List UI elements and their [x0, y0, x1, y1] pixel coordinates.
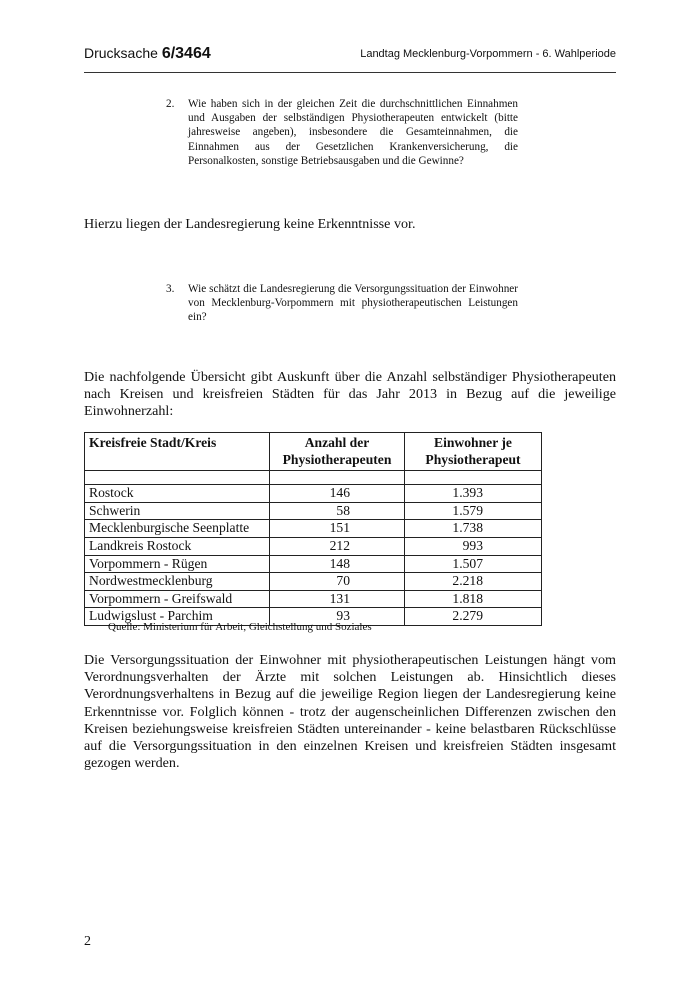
cell-physio-count: 70	[270, 573, 405, 591]
table-row	[85, 502, 542, 520]
document-number: 6/3464	[161, 45, 211, 62]
cell-physio-count: 58	[270, 502, 405, 520]
question-2-number: 2.	[166, 98, 175, 110]
cell-physio-count: 212	[270, 537, 405, 555]
parliament-period: Landtag Mecklenburg-Vorpommern - 6. Wahlperiode	[360, 48, 616, 60]
cell-residents-per-physio: 2.279	[405, 608, 542, 626]
page-header	[84, 42, 616, 73]
cell-physio-count: 146	[270, 485, 405, 503]
cell-physio-count: 148	[270, 555, 405, 573]
question-3-number: 3.	[166, 283, 175, 295]
cell-residents-per-physio: 1.393	[405, 485, 542, 503]
cell-district: Ludwigslust - Parchim	[85, 608, 270, 626]
header-residents-per-physio: Einwohner je Physiotherapeut	[405, 433, 542, 471]
cell-residents-per-physio: 1.738	[405, 520, 542, 538]
cell-physio-count: 93	[270, 608, 405, 626]
question-3	[166, 282, 518, 325]
cell-district: Mecklenburgische Seenplatte	[85, 520, 270, 538]
cell-residents-per-physio: 2.218	[405, 573, 542, 591]
question-2-text: Wie haben sich in der gleichen Zeit die durchschnittlichen Einnahmen und Ausgaben der selbständigen Physiotherapeuten entwickelt (bitte jahresweise angeben), insbesondere die Gesamteinnahmen, die Einnahmen aus der Gesetzlichen Krankenversicherung, die Personalkosten, sonstige Betriebsausgaben und die Gewinne?	[188, 98, 518, 167]
cell-residents-per-physio: 993	[405, 537, 542, 555]
cell-residents-per-physio: 1.507	[405, 555, 542, 573]
table-row	[85, 590, 542, 608]
table-row	[85, 573, 542, 591]
document-reference	[84, 45, 211, 63]
table-row	[85, 485, 542, 503]
answer-2: Hierzu liegen der Landesregierung keine Erkenntnisse vor.	[84, 216, 416, 232]
answer-3-body: Die Versorgungssituation der Einwohner mit physiotherapeutischen Leistungen hängt vom Verordnungsverhalten der Ärzte mit solchen Leistungen ab. Hinsichtlich dieses Verordnungsverhaltens in Bezug auf die jeweilige Region liegen der Landesregierung keine Erkenntnisse vor. Folglich können - trotz der augenscheinlichen Differenzen zwischen den Kreisen beziehungsweise kreisfreien Städten untereinander - keine belastbaren Rückschlüsse auf die Versorgungssituation in den einzelnen Kreisen und kreisfreien Städten insgesamt gezogen werden.	[84, 652, 616, 772]
table-row	[85, 537, 542, 555]
page-number: 2	[84, 934, 91, 949]
answer-3-intro: Die nachfolgende Übersicht gibt Auskunft über die Anzahl selbständiger Physiotherapeuten nach Kreisen und kreisfreien Städten für das Jahr 2013 in Bezug auf die jeweilige Einwohnerzahl:	[84, 369, 616, 420]
table-row	[85, 520, 542, 538]
cell-district: Nordwestmecklenburg	[85, 573, 270, 591]
cell-physio-count: 131	[270, 590, 405, 608]
header-physio-count: Anzahl der Physiotherapeuten	[270, 433, 405, 471]
cell-district: Vorpommern - Rügen	[85, 555, 270, 573]
cell-district: Schwerin	[85, 502, 270, 520]
question-2	[166, 97, 518, 168]
cell-residents-per-physio: 1.818	[405, 590, 542, 608]
cell-district: Landkreis Rostock	[85, 537, 270, 555]
cell-residents-per-physio: 1.579	[405, 502, 542, 520]
table-spacer-row	[85, 471, 542, 485]
question-3-text: Wie schätzt die Landesregierung die Versorgungssituation der Einwohner von Mecklenburg-Vorpommern mit physiotherapeutischen Leistungen ein?	[188, 283, 518, 324]
cell-district: Rostock	[85, 485, 270, 503]
table-row	[85, 555, 542, 573]
header-district: Kreisfreie Stadt/Kreis	[85, 433, 270, 471]
document-label: Drucksache	[84, 45, 162, 61]
physiotherapist-table	[84, 432, 542, 626]
table-source: Quelle: Ministerium für Arbeit, Gleichstellung und Soziales	[108, 621, 372, 633]
cell-physio-count: 151	[270, 520, 405, 538]
cell-district: Vorpommern - Greifswald	[85, 590, 270, 608]
table-header-row	[85, 433, 542, 471]
